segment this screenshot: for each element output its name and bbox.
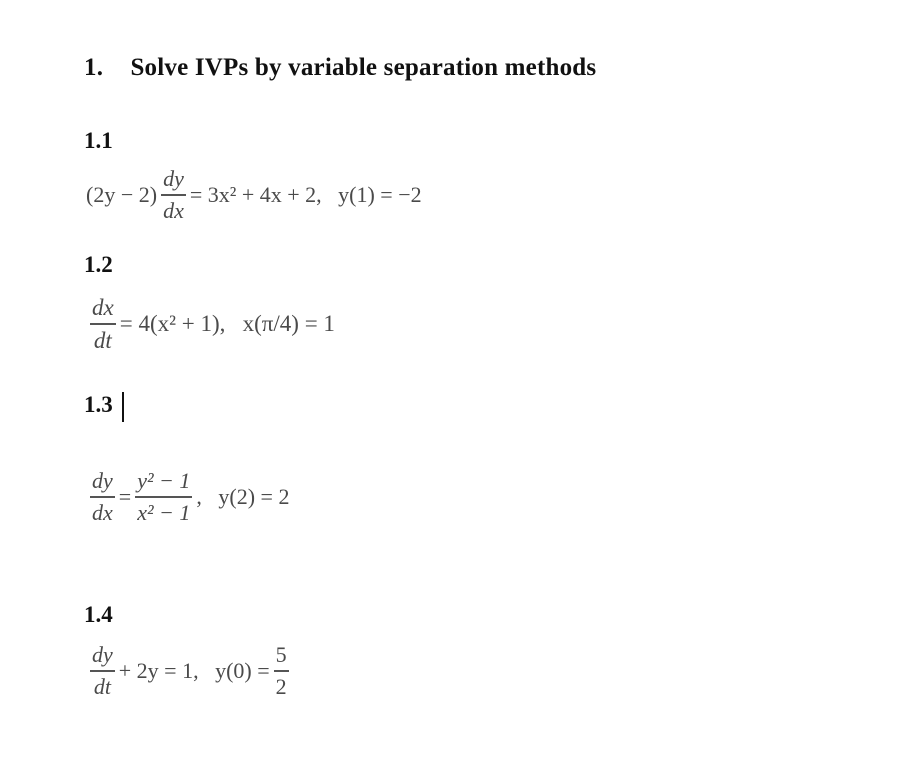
problem-label-1-2: 1.2: [84, 252, 113, 277]
eq-prefix: (2y − 2): [86, 181, 158, 207]
section-number: 1.: [84, 54, 104, 81]
equation-1-4: [86, 644, 293, 698]
denominator: dx: [92, 499, 113, 525]
derivative-fraction: [90, 644, 115, 698]
numerator: 5: [275, 642, 287, 667]
problem-label-1-4: 1.4: [84, 602, 113, 627]
denominator: x² − 1: [137, 499, 191, 525]
numerator: dy: [163, 166, 184, 191]
denominator: dt: [93, 673, 111, 699]
fraction-bar: [135, 496, 192, 498]
problem-label-1-3: 1.3: [84, 392, 113, 417]
derivative-fraction: [161, 168, 186, 222]
text-cursor: [122, 392, 124, 422]
denominator: dx: [163, 197, 184, 223]
numerator: dy: [92, 468, 113, 493]
problem-label-1-1: 1.1: [84, 128, 113, 153]
equation-1-1: [86, 168, 422, 222]
fraction-bar: [90, 496, 115, 498]
denominator: dt: [93, 327, 112, 353]
fraction-bar: [274, 670, 289, 672]
eq-rhs: , y(2) = 2: [196, 483, 290, 509]
section-heading: [84, 54, 596, 82]
numerator: y² − 1: [137, 468, 191, 493]
eq-rhs: = 3x² + 4x + 2, y(1) = −2: [189, 181, 422, 207]
equation-1-2: [86, 296, 335, 352]
fraction-bar: [90, 670, 115, 672]
rhs-fraction: [135, 470, 192, 524]
section-title: Solve IVPs by variable separation methods: [130, 54, 597, 81]
equals-sign: =: [118, 483, 132, 509]
denominator: 2: [275, 673, 287, 699]
numerator: dy: [92, 642, 113, 667]
numerator: dx: [92, 295, 114, 320]
derivative-fraction: [90, 296, 116, 352]
fraction-bar: [90, 323, 116, 325]
equation-1-3: [86, 470, 289, 524]
eq-rhs: = 4(x² + 1), x(π/4) = 1: [119, 310, 335, 336]
eq-middle: + 2y = 1, y(0) =: [118, 657, 270, 683]
fraction-bar: [161, 194, 186, 196]
derivative-fraction: [90, 470, 115, 524]
initial-value-fraction: [274, 644, 289, 698]
